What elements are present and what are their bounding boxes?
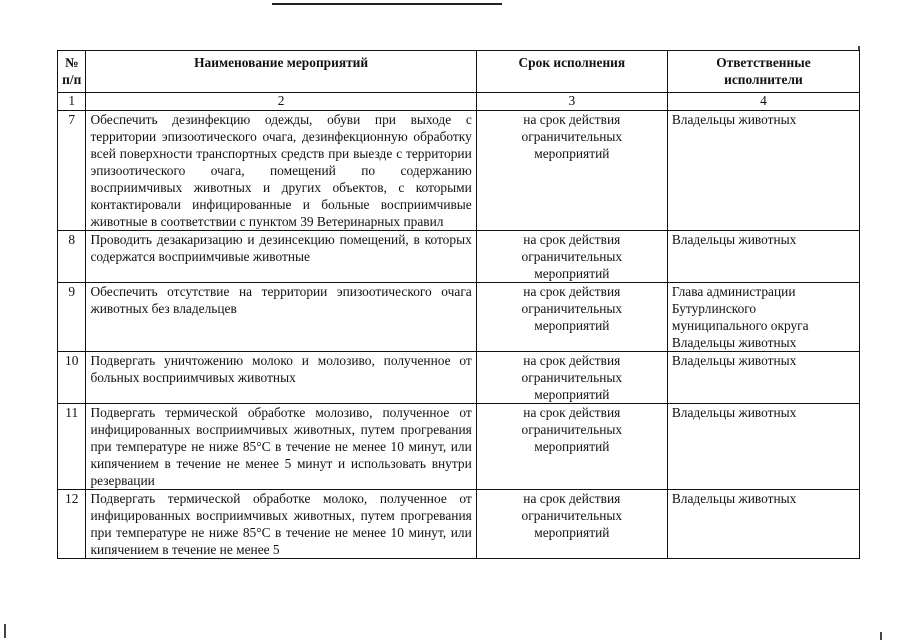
measure-term: на срок действия ограничительных мероприятий (476, 490, 667, 559)
measure-term: на срок действия ограничительных мероприятий (476, 352, 667, 404)
measure-responsible: Владельцы животных (667, 231, 859, 283)
row-number: 11 (58, 404, 86, 490)
scan-speck (880, 632, 882, 640)
header-name: Наименование мероприятий (86, 51, 476, 93)
scan-speck (4, 624, 6, 638)
measures-table (57, 50, 860, 559)
header-resp: Ответственные исполнители (667, 51, 859, 93)
row-number: 10 (58, 352, 86, 404)
row-number: 7 (58, 111, 86, 231)
measure-responsible: Глава администрации Бутурлинского муниципального округа Владельцы животных (667, 283, 859, 352)
measure-responsible: Владельцы животных (667, 404, 859, 490)
index-cell: 4 (667, 93, 859, 111)
measure-responsible: Владельцы животных (667, 490, 859, 559)
measure-name: Подвергать термической обработке молозиво, полученное от инфицированных восприимчивых животных, путем прогревания при температуре не ниже 85°С в течение не менее 10 минут, или кипячением в течение не менее 5 минут и использовать внутри резервации (86, 404, 476, 490)
scan-edge-line (272, 3, 502, 5)
index-cell: 2 (86, 93, 476, 111)
row-number: 12 (58, 490, 86, 559)
measure-name: Проводить дезакаризацию и дезинсекцию помещений, в которых содержатся восприимчивые животные (86, 231, 476, 283)
table-row (58, 490, 860, 559)
measure-name: Обеспечить отсутствие на территории эпизоотического очага животных без владельцев (86, 283, 476, 352)
table-row (58, 231, 860, 283)
header-num: № п/п (58, 51, 86, 93)
measure-term: на срок действия ограничительных мероприятий (476, 283, 667, 352)
measure-responsible: Владельцы животных (667, 111, 859, 231)
row-number: 9 (58, 283, 86, 352)
measure-name: Обеспечить дезинфекцию одежды, обуви при выходе с территории эпизоотического очага, дезинфекционную обработку всей поверхности транспортных средств при выезде с территории эпизоотического очага, помещений по содержанию восприимчивых животных и других объектов, с которыми контактировали инфицированные и больные восприимчивые животные в соответствии с пунктом 39 Ветеринарных правил (86, 111, 476, 231)
measure-term: на срок действия ограничительных мероприятий (476, 404, 667, 490)
measure-responsible: Владельцы животных (667, 352, 859, 404)
measure-name: Подвергать уничтожению молоко и молозиво, полученное от больных восприимчивых животных (86, 352, 476, 404)
index-cell: 3 (476, 93, 667, 111)
table-row (58, 111, 860, 231)
index-cell: 1 (58, 93, 86, 111)
row-number: 8 (58, 231, 86, 283)
table-row (58, 404, 860, 490)
table-row (58, 283, 860, 352)
column-index-row (58, 93, 860, 111)
table-header-row (58, 51, 860, 93)
measure-term: на срок действия ограничительных мероприятий (476, 231, 667, 283)
table-row (58, 352, 860, 404)
measure-term: на срок действия ограничительных мероприятий (476, 111, 667, 231)
header-term: Срок исполнения (476, 51, 667, 93)
measure-name: Подвергать термической обработке молоко, полученное от инфицированных восприимчивых животных, путем прогревания при температуре не ниже 85°С в течение не менее 10 минут, или кипячением в течение не менее 5 (86, 490, 476, 559)
